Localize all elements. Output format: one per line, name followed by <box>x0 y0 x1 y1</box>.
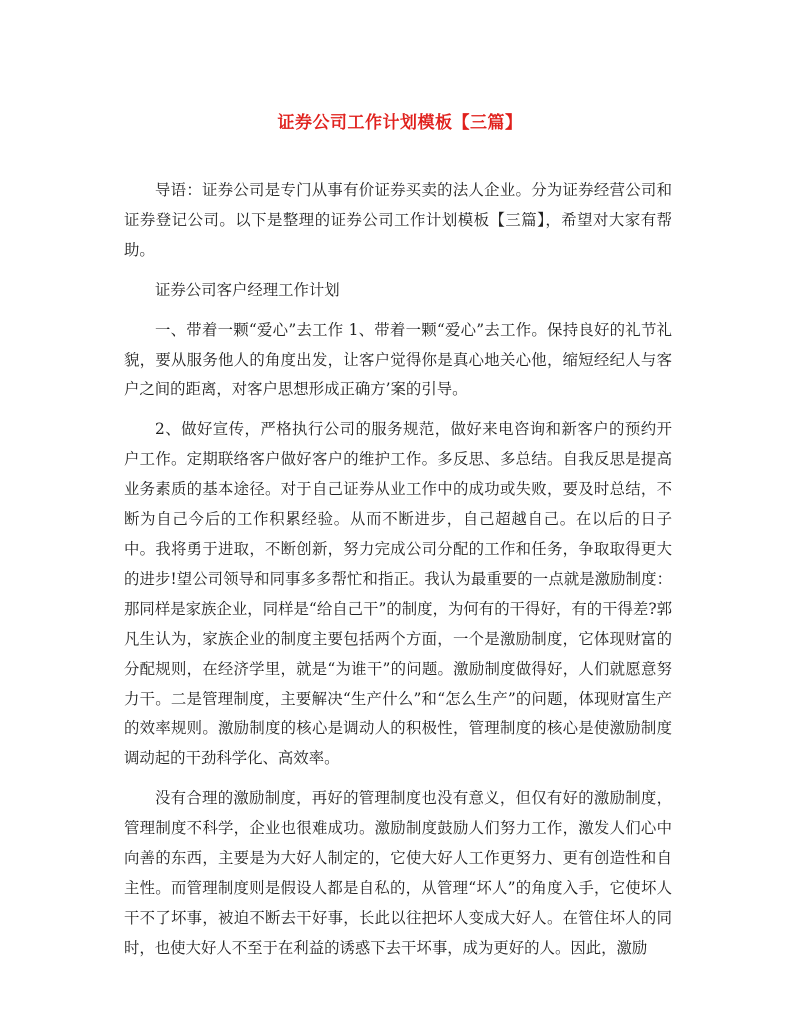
body-paragraph: 2、做好宣传，严格执行公司的服务规范，做好来电咨询和新客户的预约开户工作。定期联络客户做好客户的维护工作。多反思、多总结。自我反思是提高业务素质的基本途径。对于自己证券从业工作中的成功或失败，要及时总结，不断为自己今后的工作积累经验。从而不断进步，自己超越自己。在以后的日子中。我将勇于进取，不断创新，努力完成公司分配的工作和任务，争取取得更大的进步!望公司领导和同事多多帮忙和指正。我认为最重要的一点就是激励制度：那同样是家族企业，同样是“给自己干”的制度，为何有的干得好，有的干得差?郭凡生认为，家族企业的制度主要包括两个方面，一个是激励制度，它体现财富的分配规则，在经济学里，就是“为谁干”的问题。激励制度做得好，人们就愿意努力干。二是管理制度，主要解决“生产什么”和“怎么生产”的问题，体现财富生产的效率规则。激励制度的核心是调动人的积极性，管理制度的核心是使激励制度调动起的干劲科学化、高效率。 <box>124 420 672 768</box>
body-paragraph: 一、带着一颗“爱心”去工作 1、带着一颗“爱心”去工作。保持良好的礼节礼貌，要从服务他人的角度出发，让客户觉得你是真心地关心他，缩短经纪人与客户之间的距离，对客户思想形成正确方’案的引导。 <box>124 320 672 399</box>
intro-paragraph: 导语：证券公司是专门从事有价证券买卖的法人企业。分为证券经营公司和证券登记公司。以下是整理的证券公司工作计划模板【三篇】，希望对大家有帮助。 <box>124 181 672 259</box>
document-body <box>124 176 672 964</box>
section-heading: 证券公司客户经理工作计划 <box>155 280 340 299</box>
body-paragraph: 没有合理的激励制度，再好的管理制度也没有意义，但仅有好的激励制度，管理制度不科学，企业也很难成功。激励制度鼓励人们努力工作，激发人们心中向善的东西，主要是为大好人制定的，它使大好人工作更努力、更有创造性和自主性。而管理制度则是假设人都是自私的，从管理“坏人”的角度入手，它使坏人干不了坏事，被迫不断去干好事，长此以往把坏人变成大好人。在管住坏人的同时，也使大好人不至于在利益的诱惑下去干坏事，成为更好的人。因此，激励 <box>124 789 672 957</box>
document-title: 证券公司工作计划模板【三篇】 <box>277 113 523 133</box>
